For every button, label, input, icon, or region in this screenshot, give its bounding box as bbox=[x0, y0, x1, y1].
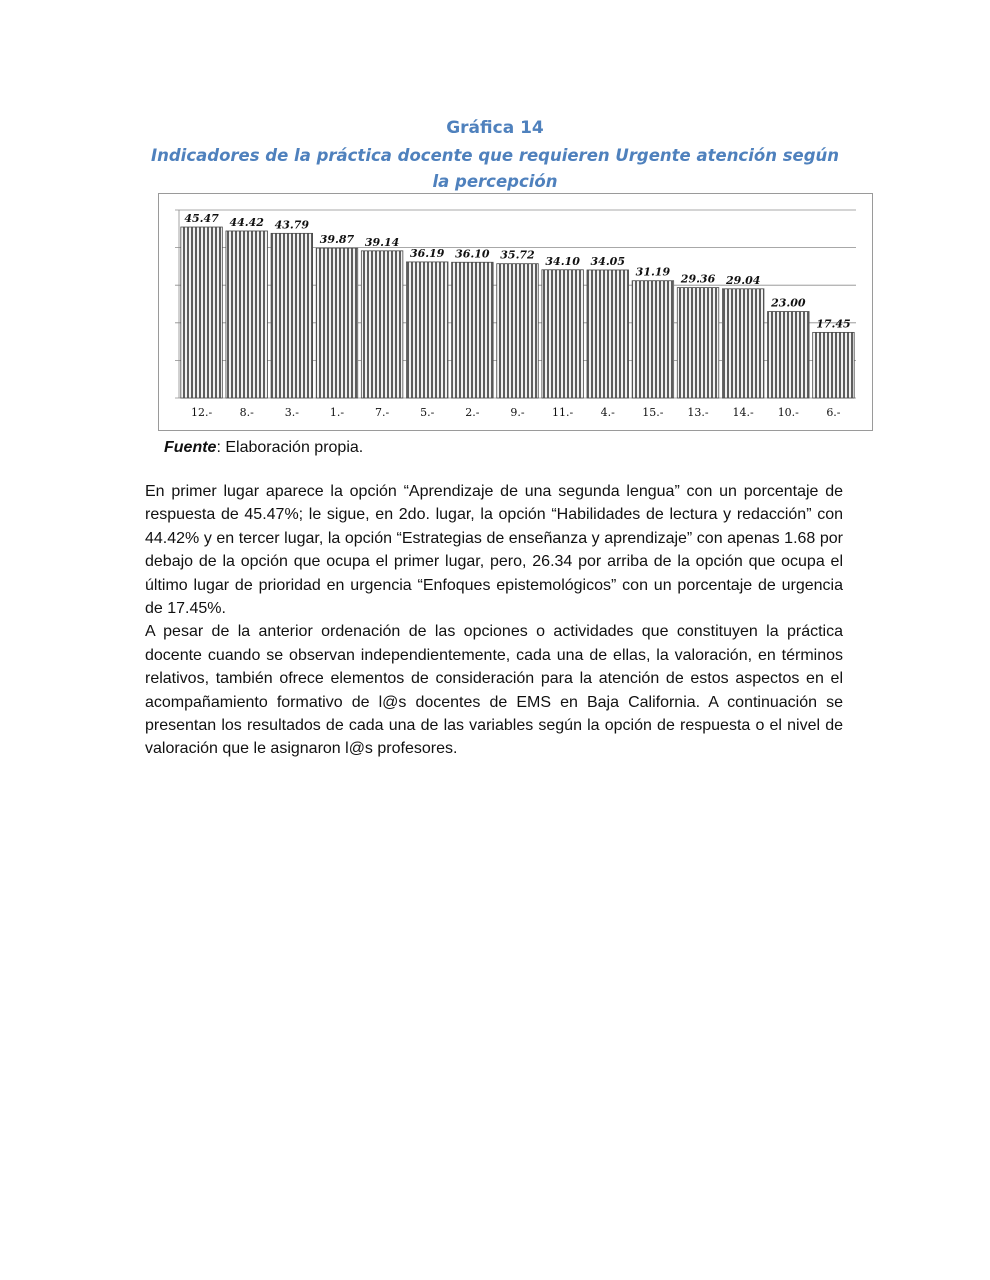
bar-2 bbox=[226, 231, 268, 398]
bar-8 bbox=[497, 264, 539, 398]
data-label: 36.10 bbox=[455, 247, 490, 261]
x-tick-label: 15.- bbox=[642, 406, 664, 419]
bar-4 bbox=[316, 248, 358, 398]
data-label: 29.36 bbox=[680, 272, 716, 286]
source-label: Fuente bbox=[164, 439, 217, 456]
data-label: 45.47 bbox=[184, 212, 219, 226]
paragraph-1: En primer lugar aparece la opción “Aprendizaje de una segunda lengua” con un porcentaje de respuesta de 45.47%; le sigue, en 2do. lugar, la opción “Habilidades de lectura y redacción” con 44.42% y en tercer lugar, la opción “Estrategias de enseñanza y aprendizaje” con apenas 1.68 por debajo de la opción que ocupa el primer lugar, pero, 26.34 por arriba de la opción que ocupa el último lugar de prioridad en urgencia “Enfoques epistemológicos” con un porcentaje de urgencia de 17.45%. bbox=[145, 483, 843, 618]
x-tick-label: 9.- bbox=[510, 406, 525, 419]
data-label: 35.72 bbox=[500, 248, 535, 262]
x-tick-label: 6.- bbox=[826, 406, 841, 419]
data-label: 29.04 bbox=[725, 273, 761, 287]
data-label: 36.19 bbox=[410, 246, 445, 260]
source-text: : Elaboración propia. bbox=[216, 439, 364, 456]
x-tick-label: 12.- bbox=[190, 406, 213, 419]
data-label: 43.79 bbox=[274, 218, 310, 232]
bar-13 bbox=[722, 289, 764, 398]
bar-14 bbox=[768, 312, 810, 398]
x-tick-label: 14.- bbox=[732, 406, 754, 419]
chart-frame bbox=[158, 193, 873, 431]
data-label: 39.14 bbox=[364, 235, 400, 249]
x-tick-label: 1.- bbox=[329, 406, 345, 419]
bar-5 bbox=[361, 251, 403, 398]
bar-11 bbox=[632, 281, 674, 398]
bar-3 bbox=[271, 233, 313, 398]
paragraph-2: A pesar de la anterior ordenación de las opciones o actividades que constituyen la práctica docente cuando se observan independientemente, cada una de ellas, la valoración, en términos relativos, también ofrece elementos de consideración para la atención de estos aspectos en el acompañamiento formativo de l@s docentes de EMS en Baja California. A continuación se presentan los resultados de cada una de las variables según la opción de respuesta o el nivel de valoración que le asignaron l@s profesores. bbox=[145, 623, 843, 758]
x-tick-label: 10.- bbox=[777, 406, 799, 419]
x-tick-label: 2.- bbox=[465, 406, 480, 419]
x-tick-label: 8.- bbox=[239, 406, 254, 419]
x-tick-label: 3.- bbox=[284, 406, 299, 419]
bar-6 bbox=[406, 262, 448, 398]
data-label: 23.00 bbox=[771, 296, 806, 310]
figure-caption-line-1: Indicadores de la práctica docente que requieren Urgente atención según la percepción bbox=[150, 146, 840, 191]
data-label: 34.10 bbox=[545, 254, 580, 268]
x-tick-label: 11.- bbox=[552, 406, 574, 419]
bar-10 bbox=[587, 270, 629, 398]
body-text bbox=[145, 480, 843, 761]
source-note bbox=[164, 439, 363, 457]
data-label: 17.45 bbox=[816, 317, 851, 331]
data-label: 39.87 bbox=[319, 233, 355, 247]
x-tick-label: 5.- bbox=[420, 406, 435, 419]
x-tick-label: 4.- bbox=[600, 406, 615, 419]
x-tick-label: 13.- bbox=[687, 406, 709, 419]
bar-12 bbox=[677, 288, 719, 398]
data-label: 44.42 bbox=[229, 215, 264, 229]
bar-chart bbox=[159, 194, 872, 430]
data-label: 31.19 bbox=[635, 265, 671, 279]
bar-9 bbox=[542, 270, 584, 398]
bar-1 bbox=[181, 227, 223, 398]
bar-15 bbox=[813, 332, 855, 398]
data-label: 34.05 bbox=[590, 254, 625, 268]
bar-7 bbox=[452, 262, 494, 398]
x-tick-label: 7.- bbox=[374, 406, 390, 419]
figure-label: Gráfica 14 bbox=[446, 118, 544, 138]
